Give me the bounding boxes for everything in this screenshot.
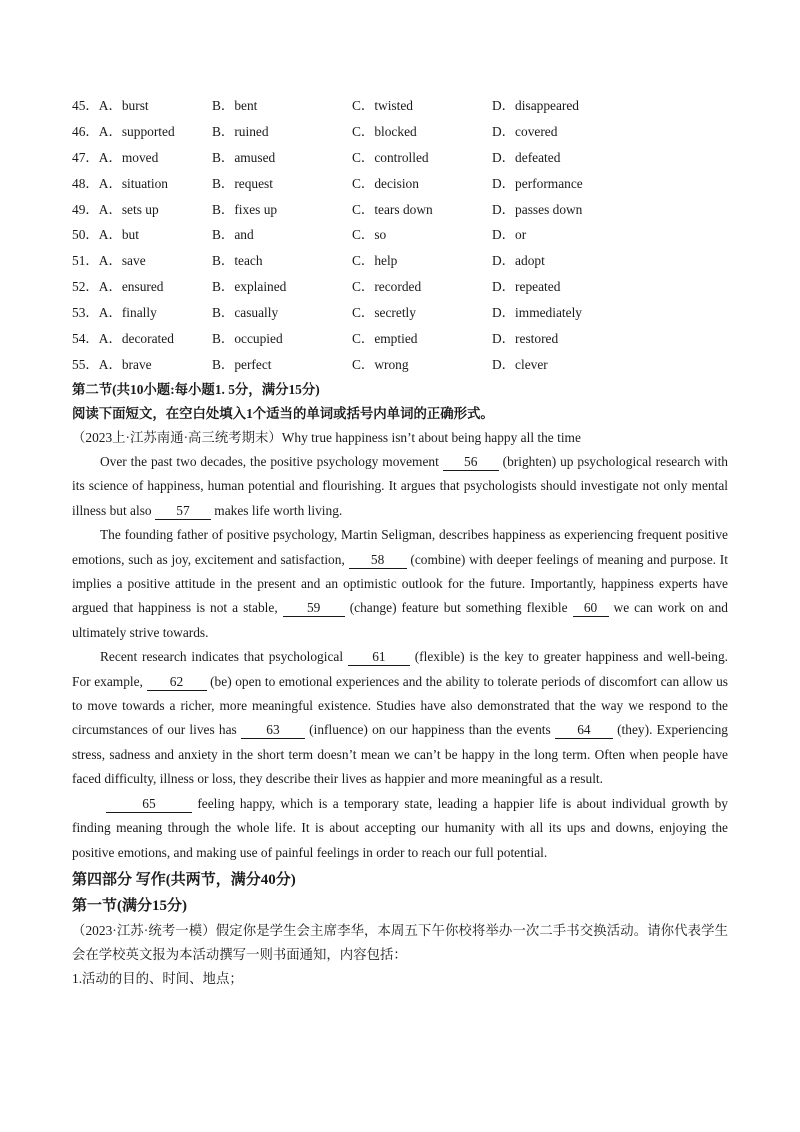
option-row: [72, 122, 752, 148]
option-d: D．disappeared: [492, 98, 580, 113]
option-a: 52．A．ensured: [72, 279, 164, 295]
passage-paragraph: The founding father of positive psychology, Martin Seligman, describes happiness as experiencing frequent positive emotions, such as joy, excitement and satisfaction, 58 (combine) with deeper feelings of meaning and purpose. It implies a positive attitude in the present and an optimistic outlook for the future. Importantly, happiness experts have argued that happiness is not a stable, 59 (change) feature but something flexible 60 we can work on and ultimately strive towards.: [72, 527, 728, 640]
option-b: B．amused: [212, 149, 276, 165]
passage-paragraph: Over the past two decades, the positive psychology movement 56 (brighten) up psychological research with its science of happiness, human potential and flourishing. It argues that psychologists should investigate not only mental illness but also 57 makes life worth living.: [72, 454, 728, 518]
option-c: C．tears down: [352, 201, 433, 217]
option-d: D．defeated: [492, 149, 561, 165]
blank-60: 60: [573, 600, 609, 617]
option-a: 50．A．but: [72, 227, 139, 243]
option-c: C．recorded: [352, 279, 422, 295]
option-a: 47．A．moved: [72, 149, 159, 165]
passage-paragraph: 65 feeling happy, which is a temporary state, leading a happier life is about individual growth by finding meaning through the whole life. It is about accepting our humanity with all its ups and downs, enjoying the positive emotions, and making use of painful feelings in order to reach our full potential.: [72, 795, 728, 860]
option-a: 55．A．brave: [72, 356, 152, 372]
option-d: D．performance: [492, 175, 583, 191]
option-b: B．teach: [212, 253, 263, 269]
passage-source: （2023上·江苏南通·高三统考期末）Why true happiness isn’t about being happy all the time: [72, 430, 581, 445]
option-b: B．bent: [212, 98, 258, 113]
sub-section-heading: 第一节(满分15分): [72, 897, 187, 914]
option-row: [72, 200, 752, 226]
option-c: C．controlled: [352, 149, 429, 165]
option-c: C．decision: [352, 175, 419, 191]
option-d: D．adopt: [492, 253, 545, 269]
option-d: D．immediately: [492, 305, 582, 321]
option-a: 49．A．sets up: [72, 201, 159, 217]
option-row: [72, 96, 752, 122]
document-body: [72, 378, 728, 991]
option-b: B．and: [212, 227, 254, 243]
option-a: 54．A．decorated: [72, 331, 174, 347]
blank-61: 61: [348, 649, 410, 666]
option-c: C．so: [352, 227, 387, 243]
option-b: B．occupied: [212, 331, 283, 347]
options-table: [72, 96, 752, 381]
option-b: B．fixes up: [212, 201, 278, 217]
blank-63: 63: [241, 722, 305, 739]
option-a: 51．A．save: [72, 253, 146, 269]
blank-56: 56: [443, 454, 499, 471]
option-c: C．help: [352, 253, 398, 269]
option-a: 45．A．burst: [72, 98, 149, 113]
section-heading: 第二节(共10小题:每小题1. 5分，满分15分): [72, 382, 320, 397]
option-d: D．clever: [492, 356, 548, 372]
blank-62: 62: [147, 674, 207, 691]
option-b: B．ruined: [212, 123, 269, 139]
option-b: B．explained: [212, 279, 287, 295]
blank-65: 65: [106, 796, 192, 813]
blank-58: 58: [349, 552, 407, 569]
option-row: [72, 174, 752, 200]
option-d: D．or: [492, 227, 527, 243]
option-b: B．perfect: [212, 356, 272, 372]
option-d: D．restored: [492, 331, 559, 347]
part-heading: 第四部分 写作(共两节，满分40分): [72, 871, 296, 888]
option-row: [72, 355, 752, 381]
task-item: 1.活动的目的、时间、地点；: [72, 970, 243, 986]
option-c: C．wrong: [352, 356, 409, 372]
option-a: 46．A．supported: [72, 123, 175, 139]
option-row: [72, 148, 752, 174]
blank-64: 64: [555, 722, 613, 739]
option-row: [72, 225, 752, 251]
option-d: D．repeated: [492, 279, 561, 295]
passage-paragraph: Recent research indicates that psychological 61 (flexible) is the key to greater happiness and well-being. For example, 62 (be) open to emotional experiences and the ability to tolerate periods of discomfort can allow us to move towards a richer, more meaningful existence. Studies have also demonstrated that the way we respond to the circumstances of our lives has 63 (influence) on our happiness than the events 64 (they). Experiencing stress, sadness and anxiety in the short term doesn’t mean we can’t be happy in the long term. Often when people have faced difficulty, illness or loss, they describe their lives as happier and more meaningful as a result.: [72, 649, 729, 787]
option-c: C．blocked: [352, 123, 417, 139]
option-a: 53．A．finally: [72, 305, 157, 321]
option-row: [72, 251, 752, 277]
blank-57: 57: [155, 503, 211, 520]
section-instruction: 阅读下面短文，在空白处填入1个适当的单词或括号内单词的正确形式。: [72, 406, 494, 421]
option-c: C．emptied: [352, 331, 418, 347]
option-row: [72, 277, 752, 303]
writing-task: （2023·江苏·统考一模）假定你是学生会主席李华，本周五下午你校将举办一次二手书交换活动。请你代表学生会在学校英文报为本活动撰写一则书面通知，内容包括：: [72, 922, 728, 962]
option-d: D．passes down: [492, 201, 583, 217]
option-d: D．covered: [492, 123, 558, 139]
option-c: C．secretly: [352, 305, 416, 321]
option-c: C．twisted: [352, 98, 414, 113]
blank-59: 59: [283, 600, 345, 617]
option-row: [72, 329, 752, 355]
option-b: B．request: [212, 175, 273, 191]
option-b: B．casually: [212, 305, 279, 321]
option-a: 48．A．situation: [72, 175, 168, 191]
option-row: [72, 303, 752, 329]
